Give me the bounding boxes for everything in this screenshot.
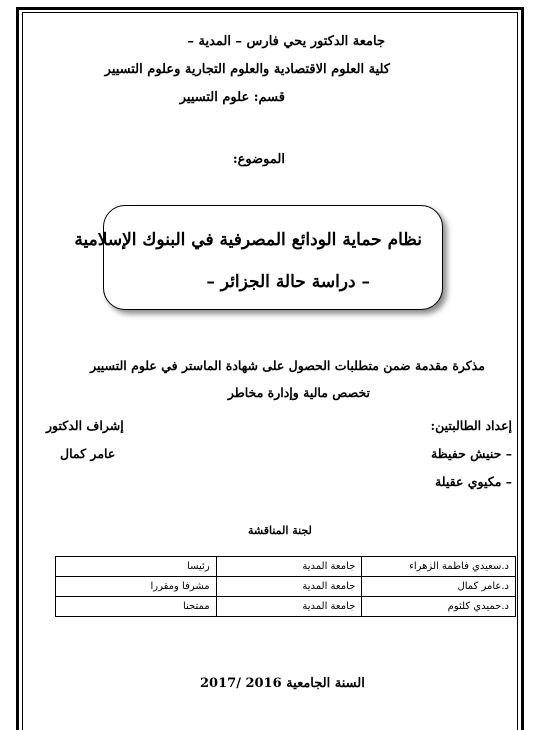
thesis-title-line2: – دراسة حالة الجزائر – — [206, 272, 370, 292]
subject-label: الموضوع: — [232, 152, 285, 167]
table-row — [56, 597, 516, 617]
member-name: د.سعيدي فاطمة الزهراء — [362, 557, 516, 577]
member-institution: جامعة المدية — [216, 577, 362, 597]
supervisor-label: إشراف الدكتور — [46, 418, 124, 433]
member-institution: جامعة المدية — [216, 597, 362, 617]
committee-table — [55, 556, 516, 617]
students-label: إعداد الطالبتين: — [430, 418, 512, 433]
member-role: مشرفا ومقررا — [56, 577, 217, 597]
member-name: د.عامر كمال — [362, 577, 516, 597]
faculty-name: كلية العلوم الاقتصادية والعلوم التجارية وعلوم التسيير — [104, 62, 390, 77]
department-name: قسم: علوم التسيير — [179, 90, 285, 105]
member-name: د.حميدي كلثوم — [362, 597, 516, 617]
student-name: – حنيش حفيظة — [431, 446, 512, 461]
academic-year: السنة الجامعية 2016 /2017 — [200, 676, 365, 691]
thesis-title-line1: نظام حماية الودائع المصرفية في البنوك الإسلامية — [74, 230, 422, 250]
table-row — [56, 557, 516, 577]
university-name: جامعة الدكتور يحي فارس – المدية – — [187, 34, 385, 49]
member-institution: جامعة المدية — [216, 557, 362, 577]
title-box — [103, 205, 443, 310]
supervisor-name: عامر كمال — [60, 446, 116, 461]
student-name: – مكيوي عقيلة — [435, 474, 512, 489]
table-row — [56, 577, 516, 597]
member-role: ممتحنا — [56, 597, 217, 617]
committee-title: لجنة المناقشة — [248, 524, 312, 537]
memo-description: مذكرة مقدمة ضمن متطلبات الحصول على شهادة الماستر في علوم التسيير — [90, 358, 485, 373]
member-role: رئيسا — [56, 557, 217, 577]
specialization: تخصص مالية وإدارة مخاطر — [227, 385, 370, 400]
